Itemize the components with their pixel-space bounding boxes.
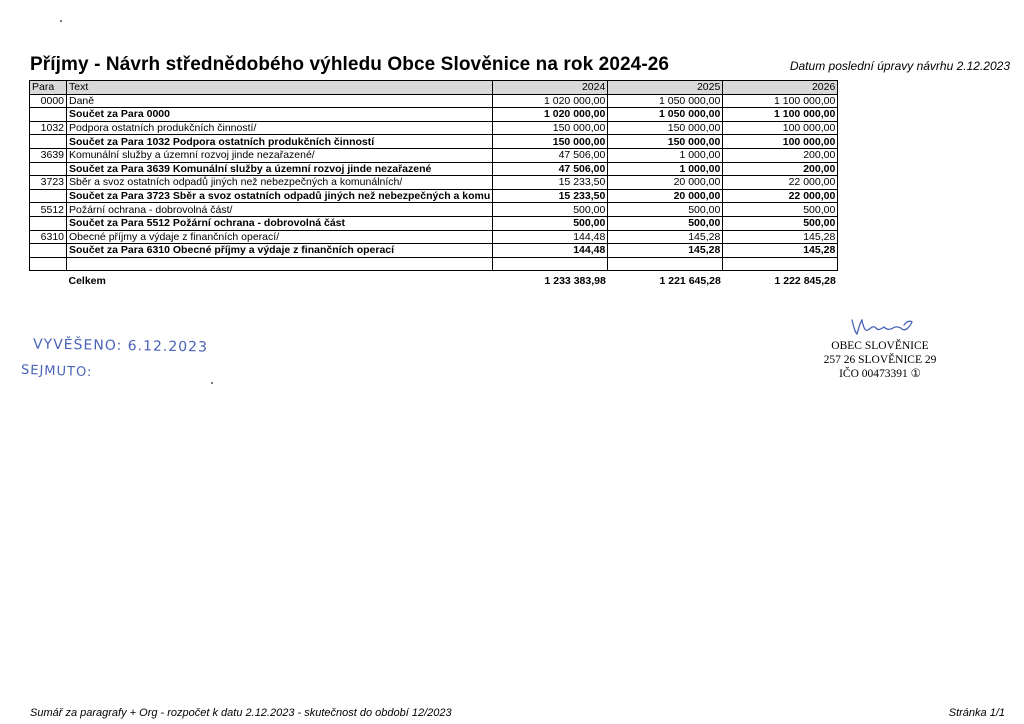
table-row bbox=[30, 148, 838, 162]
table-row bbox=[30, 230, 838, 244]
value-2024-cell: 15 233,50 bbox=[493, 176, 608, 190]
value-2025-cell: 1 000,00 bbox=[608, 162, 723, 176]
text-cell: Podpora ostatních produkčních činností/ bbox=[67, 121, 493, 135]
text-cell: Součet za Para 3639 Komunální služby a územní rozvoj jinde nezařazené bbox=[67, 162, 493, 176]
value-2026-cell: 100 000,00 bbox=[723, 135, 838, 149]
subtotal-row bbox=[30, 244, 838, 258]
value-2024-cell: 1 020 000,00 bbox=[493, 94, 608, 108]
column-header-2026: 2026 bbox=[723, 81, 838, 95]
last-edit-date: Datum poslední úpravy návrhu 2.12.2023 bbox=[789, 59, 1010, 73]
subtotal-row bbox=[30, 108, 838, 122]
value-2024-cell: 47 506,00 bbox=[493, 162, 608, 176]
value-2025-cell: 145,28 bbox=[608, 230, 723, 244]
value-2025-cell: 1 000,00 bbox=[608, 148, 723, 162]
value-2026-cell: 1 100 000,00 bbox=[723, 94, 838, 108]
value-2026-cell: 500,00 bbox=[723, 216, 838, 230]
value-2026-cell: 500,00 bbox=[723, 203, 838, 217]
value-2025-cell: 1 050 000,00 bbox=[608, 94, 723, 108]
footer-summary: Sumář za paragrafy + Org - rozpočet k datu 2.12.2023 - skutečnost do období 12/2023 bbox=[30, 707, 452, 719]
value-2025-cell: 20 000,00 bbox=[608, 176, 723, 190]
value-2026-cell: 145,28 bbox=[723, 230, 838, 244]
text-cell: Součet za Para 1032 Podpora ostatních produkčních činností bbox=[67, 135, 493, 149]
para-cell bbox=[30, 135, 67, 149]
table-row bbox=[30, 203, 838, 217]
value-2024-cell: 500,00 bbox=[493, 216, 608, 230]
handwritten-removed-note: SEJMUTO: bbox=[20, 362, 93, 381]
para-cell bbox=[30, 244, 67, 258]
para-cell: 5512 bbox=[30, 203, 67, 217]
empty-cell bbox=[723, 257, 838, 271]
para-cell: 0000 bbox=[30, 94, 67, 108]
value-2025-cell: 500,00 bbox=[608, 216, 723, 230]
total-2024: 1 233 383,98 bbox=[544, 274, 606, 287]
total-label: Celkem bbox=[68, 274, 106, 287]
text-cell: Součet za Para 3723 Sběr a svoz ostatních odpadů jiných než nebezpečných a komu bbox=[67, 189, 493, 203]
value-2024-cell: 144,48 bbox=[493, 244, 608, 258]
empty-cell bbox=[67, 257, 493, 271]
value-2024-cell: 500,00 bbox=[493, 203, 608, 217]
table-row bbox=[30, 176, 838, 190]
value-2026-cell: 22 000,00 bbox=[723, 189, 838, 203]
para-cell: 3639 bbox=[30, 148, 67, 162]
value-2026-cell: 100 000,00 bbox=[723, 121, 838, 135]
text-cell: Obecné příjmy a výdaje z finančních operací/ bbox=[67, 230, 493, 244]
value-2024-cell: 144,48 bbox=[493, 230, 608, 244]
total-para-cell bbox=[30, 271, 67, 287]
subtotal-row bbox=[30, 189, 838, 203]
text-cell: Požární ochrana - dobrovolná část/ bbox=[67, 203, 493, 217]
value-2025-cell: 1 050 000,00 bbox=[608, 108, 723, 122]
para-cell bbox=[30, 108, 67, 122]
subtotal-row bbox=[30, 162, 838, 176]
page-number: Stránka 1/1 bbox=[948, 707, 1005, 719]
value-2026-cell: 1 100 000,00 bbox=[723, 108, 838, 122]
value-2026-cell: 145,28 bbox=[723, 244, 838, 258]
value-2025-cell: 500,00 bbox=[608, 203, 723, 217]
text-cell: Sběr a svoz ostatních odpadů jiných než nebezpečných a komunálních/ bbox=[67, 176, 493, 190]
value-2026-cell: 200,00 bbox=[723, 148, 838, 162]
text-cell: Součet za Para 5512 Požární ochrana - dobrovolná část bbox=[67, 216, 493, 230]
value-2024-cell: 150 000,00 bbox=[493, 121, 608, 135]
budget-table bbox=[29, 80, 838, 287]
subtotal-row bbox=[30, 135, 838, 149]
value-2026-cell: 22 000,00 bbox=[723, 176, 838, 190]
value-2024-cell: 15 233,50 bbox=[493, 189, 608, 203]
para-cell bbox=[30, 216, 67, 230]
para-cell: 1032 bbox=[30, 121, 67, 135]
stamp-line-ico: IČO 00473391 ① bbox=[839, 368, 921, 380]
para-cell bbox=[30, 162, 67, 176]
value-2025-cell: 150 000,00 bbox=[608, 121, 723, 135]
text-cell: Součet za Para 0000 bbox=[67, 108, 493, 122]
table-row bbox=[30, 94, 838, 108]
table-body bbox=[30, 94, 838, 257]
column-header-2025: 2025 bbox=[608, 81, 723, 95]
page-title: Příjmy - Návrh střednědobého výhledu Obce Slověnice na rok 2024-26 bbox=[30, 54, 670, 75]
empty-cell bbox=[30, 257, 67, 271]
empty-row bbox=[30, 257, 838, 271]
total-2026: 1 222 845,28 bbox=[774, 274, 836, 287]
signature-icon bbox=[840, 316, 920, 338]
table-row bbox=[30, 121, 838, 135]
value-2024-cell: 150 000,00 bbox=[493, 135, 608, 149]
value-2025-cell: 20 000,00 bbox=[608, 189, 723, 203]
value-2024-cell: 47 506,00 bbox=[493, 148, 608, 162]
para-cell: 6310 bbox=[30, 230, 67, 244]
column-header-para: Para bbox=[30, 81, 67, 95]
stamp-line-address: 257 26 SLOVĚNICE 29 bbox=[823, 354, 937, 366]
column-header-2024: 2024 bbox=[493, 81, 608, 95]
total-2025: 1 221 645,28 bbox=[659, 274, 721, 287]
column-header-text: Text bbox=[67, 81, 493, 95]
scan-speck bbox=[211, 382, 213, 384]
value-2024-cell: 1 020 000,00 bbox=[493, 108, 608, 122]
value-2026-cell: 200,00 bbox=[723, 162, 838, 176]
value-2025-cell: 145,28 bbox=[608, 244, 723, 258]
para-cell bbox=[30, 189, 67, 203]
value-2025-cell: 150 000,00 bbox=[608, 135, 723, 149]
scan-speck bbox=[60, 20, 62, 22]
municipal-stamp bbox=[800, 316, 960, 381]
stamp-line-name: OBEC SLOVĚNICE bbox=[831, 340, 929, 352]
empty-cell bbox=[608, 257, 723, 271]
text-cell: Komunální služby a územní rozvoj jinde nezařazené/ bbox=[67, 148, 493, 162]
total-row bbox=[30, 271, 838, 287]
text-cell: Součet za Para 6310 Obecné příjmy a výdaje z finančních operací bbox=[67, 244, 493, 258]
table-header-row bbox=[30, 81, 838, 95]
handwritten-posted-note: VYVĚŠENO: 6.12.2023 bbox=[32, 336, 209, 356]
para-cell: 3723 bbox=[30, 176, 67, 190]
text-cell: Daně bbox=[67, 94, 493, 108]
subtotal-row bbox=[30, 216, 838, 230]
empty-cell bbox=[493, 257, 608, 271]
